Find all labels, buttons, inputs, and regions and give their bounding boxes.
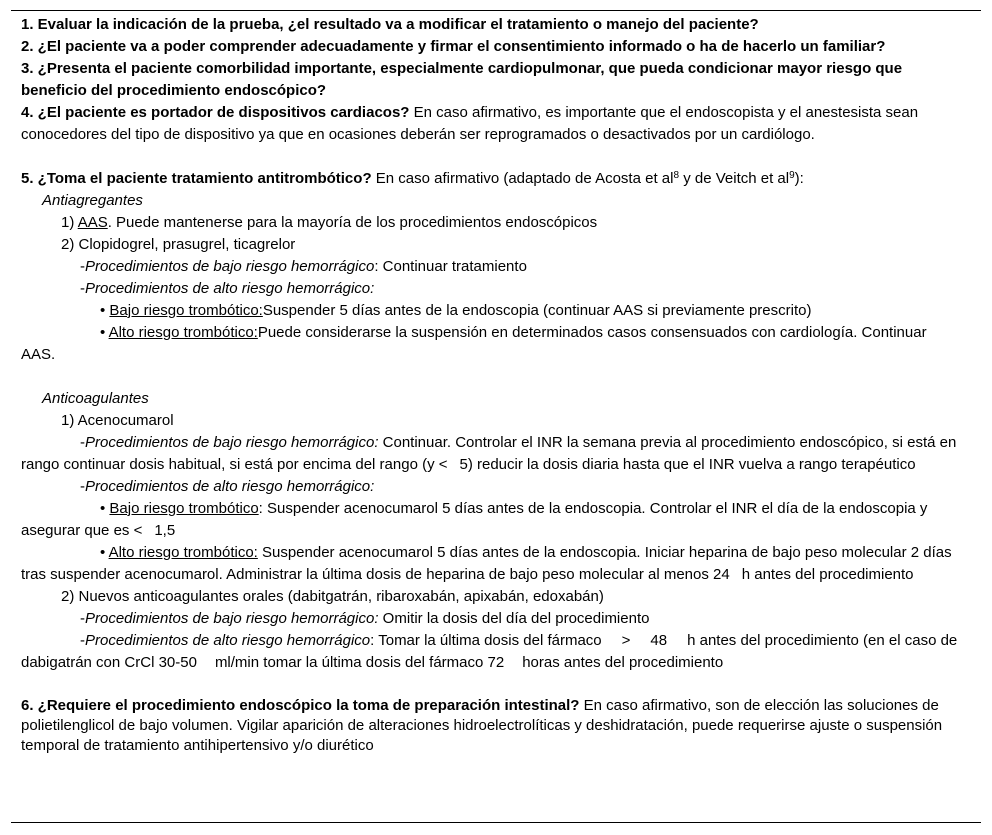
antiagregantes-heading: Antiagregantes: [42, 192, 143, 209]
high-risk-label: Procedimientos de alto riesgo hemorrágico: [85, 632, 371, 649]
antiagregantes-bullet-low-thrombotic: [21, 300, 959, 322]
question-2: [21, 36, 959, 58]
bullet-label: Alto riesgo trombótico:: [108, 544, 258, 561]
question-3-text: 3. ¿Presenta el paciente comorbilidad importante, especialmente cardiopulmonar, que pueda condicionar mayor riesgo que beneficio del procedimiento endoscópico?: [21, 60, 903, 99]
question-4-lead: 4. ¿El paciente es portador de dispositivos cardiacos?: [21, 104, 410, 121]
antiagregantes-bullet-high-thrombotic: [21, 322, 959, 366]
question-5-text-b: y de Veitch et al: [679, 170, 790, 187]
low-risk-text: Omitir la dosis del día del procedimiento: [378, 610, 650, 627]
question-4-text: En caso afirmativo, es importante que el endoscopista y el anestesista sean conocedores del tipo de dispositivo ya que en ocasiones deberán ser reprogramados o desactivados por un cardiólogo.: [21, 104, 919, 143]
spacer: [21, 674, 959, 696]
bullet: •: [100, 500, 110, 517]
antiagregantes-item-2: 2) Clopidogrel, prasugrel, ticagrelor: [61, 236, 296, 253]
question-5: [21, 168, 959, 190]
high-risk-label: Procedimientos de alto riesgo hemorrágico:: [85, 478, 375, 495]
question-5-text-c: ):: [794, 170, 804, 187]
antiagregantes-high-risk: [21, 278, 959, 300]
low-risk-label: Procedimientos de bajo riesgo hemorrágico: [85, 258, 375, 275]
high-risk-text-e: ml/min tomar la última dosis del fármaco 72: [214, 654, 505, 671]
question-5-text-a: En caso afirmativo (adaptado de Acosta et al: [371, 170, 674, 187]
question-5-lead: 5. ¿Toma el paciente tratamiento antitrombótico?: [21, 170, 372, 187]
bullet-text: Puede considerarse la suspensión en determinados casos consensuados con cardiología. Continuar AAS.: [21, 324, 927, 363]
dash: -: [80, 280, 85, 297]
acenocumarol-low-risk: [21, 432, 959, 476]
dash: -: [80, 632, 85, 649]
bullet-text-a: Suspender acenocumarol 5 días antes de la endoscopia. Iniciar heparina de bajo peso molecular 2 días tras suspender acenocumarol. Administrar la última dosis de heparina de bajo peso molecular al menos 24: [21, 544, 952, 583]
acenocumarol-bullet-high-thrombotic: [21, 542, 959, 586]
dash: -: [80, 610, 85, 627]
noac-low-risk: [21, 608, 959, 630]
dash: -: [80, 478, 85, 495]
bullet-label: Alto riesgo trombótico:: [108, 324, 258, 341]
question-6: [21, 696, 959, 756]
question-1-text: 1. Evaluar la indicación de la prueba, ¿el resultado va a modificar el tratamiento o manejo del paciente?: [21, 16, 759, 33]
aas-term: AAS: [77, 214, 108, 231]
spacer: [21, 146, 959, 168]
question-6-text: En caso afirmativo, son de elección las soluciones de polietilenglicol de bajo volumen. Vigilar aparición de alteraciones hidroelectrolíticas y deshidratación, puede requerirse ajuste o suspensión temporal de tratamiento antihipertensivo y/o diurético: [21, 697, 943, 754]
bullet-label: Bajo riesgo trombótico:: [109, 302, 263, 319]
question-1: [21, 14, 959, 36]
spacer: [21, 366, 959, 388]
high-risk-text-a: : Tomar la última dosis del fármaco: [370, 632, 602, 649]
checklist-cell: [21, 14, 959, 756]
question-2-text: 2. ¿El paciente va a poder comprender adecuadamente y firmar el consentimiento informado o ha de hacerlo un familiar?: [21, 38, 886, 55]
anticoagulantes-heading: Anticoagulantes: [42, 390, 149, 407]
acenocumarol-high-risk: [21, 476, 959, 498]
bullet-text-b: 1,5: [154, 522, 176, 539]
low-risk-label: Procedimientos de bajo riesgo hemorrágico:: [85, 610, 379, 627]
bullet-text: Suspender 5 días antes de la endoscopia (continuar AAS si previamente prescrito): [262, 302, 812, 319]
high-risk-text-c: 48: [650, 632, 668, 649]
anticoagulantes-item-2: 2) Nuevos anticoagulantes orales (dabitgatrán, ribaroxabán, apixabán, edoxabán): [61, 588, 604, 605]
checklist-table: [11, 10, 981, 823]
high-risk-text-d: h antes del procedimiento (en el caso de dabigatrán con CrCl 30-50: [21, 632, 958, 671]
dash: -: [80, 258, 85, 275]
high-risk-text-f: horas antes del procedimiento: [522, 654, 724, 671]
bullet-text-b: h antes del procedimiento: [741, 566, 914, 583]
item-text: . Puede mantenerse para la mayoría de los procedimientos endoscópicos: [107, 214, 598, 231]
question-6-lead: 6. ¿Requiere el procedimiento endoscópico la toma de preparación intestinal?: [21, 697, 580, 714]
question-3: [21, 58, 959, 102]
bullet: •: [100, 324, 109, 341]
anticoagulantes-item-1: 1) Acenocumarol: [61, 412, 174, 429]
bullet: •: [100, 302, 110, 319]
acenocumarol-bullet-low-thrombotic: [21, 498, 959, 542]
high-risk-text-b: >: [621, 632, 631, 649]
low-risk-text: : Continuar tratamiento: [374, 258, 527, 275]
bullet-label: Bajo riesgo trombótico: [109, 500, 259, 517]
item-number: 1): [61, 214, 78, 231]
noac-high-risk: [21, 630, 959, 674]
low-risk-text-a: Continuar. Controlar el INR la semana previa al procedimiento endoscópico, si está en rango continuar dosis habitual, si está por encima del rango (y <: [21, 434, 957, 473]
dash: -: [80, 434, 85, 451]
high-risk-label: Procedimientos de alto riesgo hemorrágico:: [85, 280, 375, 297]
bullet: •: [100, 544, 109, 561]
bullet-text-a: : Suspender acenocumarol 5 días antes de la endoscopia. Controlar el INR el día de la endoscopia y asegurar que es <: [21, 500, 928, 539]
reference-9: 9: [789, 170, 795, 181]
reference-8: 8: [673, 170, 680, 181]
antiagregantes-low-risk: [21, 256, 959, 278]
low-risk-text-b: 5) reducir la dosis diaria hasta que el INR vuelva a rango terapéutico: [459, 456, 916, 473]
question-4: [21, 102, 959, 146]
low-risk-label: Procedimientos de bajo riesgo hemorrágico:: [85, 434, 379, 451]
antiagregantes-item-1: [21, 212, 959, 234]
